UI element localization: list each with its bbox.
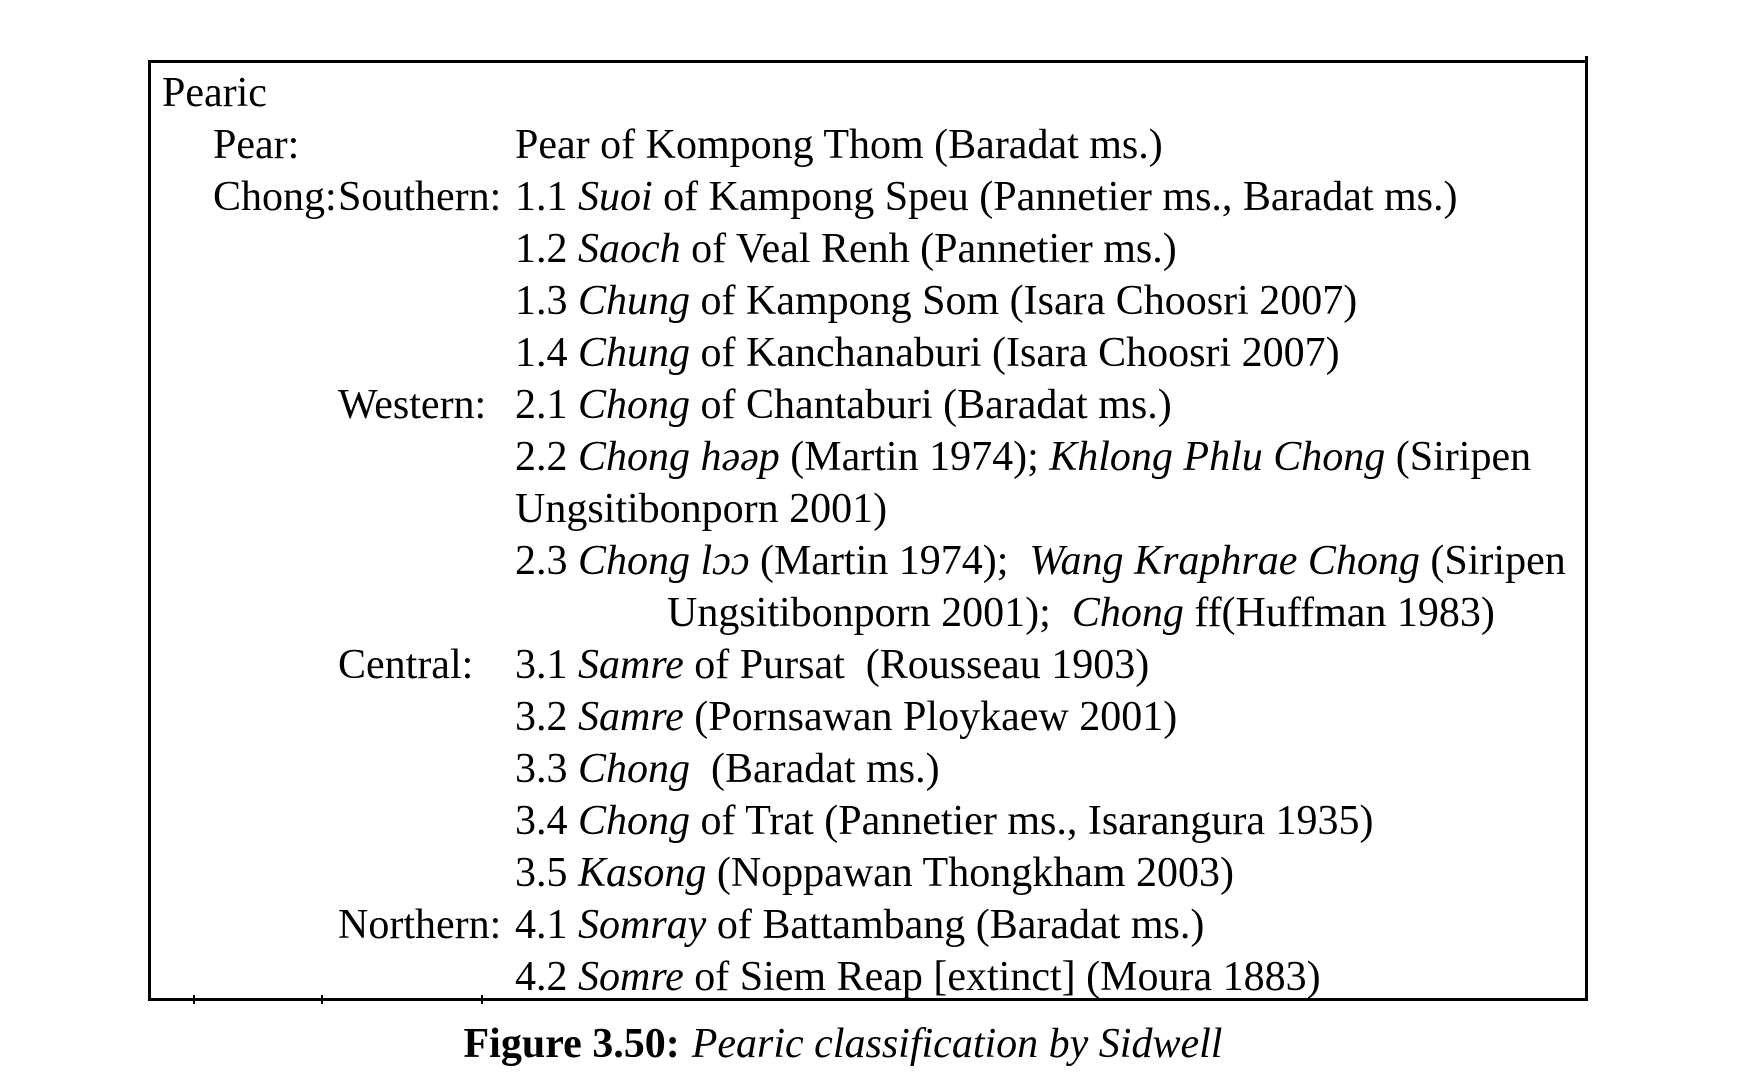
entry-text bbox=[515, 951, 1321, 1003]
entry-fragment: Pear of Kompong Thom (Baradat ms.) bbox=[515, 122, 1163, 168]
table-column-tick bbox=[193, 995, 195, 1004]
language-name: Chong bbox=[578, 382, 691, 428]
subgroup-label: Southern: bbox=[338, 174, 502, 220]
subgroup-label: Central: bbox=[338, 642, 474, 688]
classification-table bbox=[151, 63, 1585, 1003]
entry-text bbox=[515, 847, 1234, 899]
classification-row bbox=[151, 535, 1585, 587]
entry-fragment: of Kampong Speu (Pannetier ms., Baradat ms.) bbox=[652, 174, 1458, 220]
language-name: Somray bbox=[578, 902, 707, 948]
entry-text bbox=[515, 223, 1177, 275]
entry-fragment: 3.2 bbox=[515, 694, 578, 740]
entry-fragment: (Noppawan Thongkham 2003) bbox=[706, 850, 1234, 896]
entry-fragment: of Pursat (Rousseau 1903) bbox=[683, 642, 1150, 688]
classification-row bbox=[151, 743, 1585, 795]
figure-caption-label: Figure 3.50: bbox=[463, 1021, 680, 1067]
entry-fragment: 1.4 bbox=[515, 330, 578, 376]
entry-text bbox=[515, 431, 1531, 483]
classification-row bbox=[151, 483, 1585, 535]
entry-fragment: 1.1 bbox=[515, 174, 578, 220]
entry-text bbox=[515, 171, 1458, 223]
entry-text bbox=[515, 327, 1340, 379]
entry-fragment: 2.3 bbox=[515, 538, 578, 584]
classification-row bbox=[151, 951, 1585, 1003]
classification-row bbox=[151, 639, 1585, 691]
language-name: Chong bbox=[578, 746, 691, 792]
entry-fragment: Ungsitibonporn 2001); bbox=[667, 590, 1072, 636]
entry-fragment: 2.2 bbox=[515, 434, 578, 480]
classification-row bbox=[151, 379, 1585, 431]
classification-row bbox=[151, 899, 1585, 951]
entry-fragment: 3.4 bbox=[515, 798, 578, 844]
family-label: Pearic bbox=[162, 70, 267, 116]
entry-fragment: (Martin 1974); bbox=[779, 434, 1050, 480]
classification-row bbox=[151, 223, 1585, 275]
table-column-tick bbox=[481, 995, 483, 1004]
entry-text bbox=[515, 743, 940, 795]
entry-fragment: of Kanchanaburi (Isara Choosri 2007) bbox=[690, 330, 1340, 376]
entry-fragment: Ungsitibonporn 2001) bbox=[515, 486, 888, 532]
entry-fragment: (Siripen bbox=[1419, 538, 1566, 584]
language-name: Chong lɔɔ bbox=[578, 538, 750, 584]
entry-fragment: of Veal Renh (Pannetier ms.) bbox=[680, 226, 1177, 272]
table-border-artifact bbox=[1585, 56, 1588, 63]
language-name: Chong bbox=[578, 798, 691, 844]
language-name: Kasong bbox=[578, 850, 707, 896]
language-name: Wang Kraphrae Chong bbox=[1029, 538, 1420, 584]
classification-row bbox=[151, 847, 1585, 899]
language-name: Samre bbox=[578, 642, 684, 688]
subgroup-label: Northern: bbox=[338, 902, 502, 948]
entry-fragment: of Chantaburi (Baradat ms.) bbox=[690, 382, 1172, 428]
entry-fragment: of Trat (Pannetier ms., Isarangura 1935) bbox=[690, 798, 1374, 844]
entry-text bbox=[667, 587, 1495, 639]
classification-row bbox=[151, 587, 1585, 639]
entry-text bbox=[515, 379, 1172, 431]
classification-row bbox=[151, 327, 1585, 379]
classification-row bbox=[151, 171, 1585, 223]
language-name: Chong həəp bbox=[578, 434, 780, 480]
entry-fragment: (Siripen bbox=[1385, 434, 1532, 480]
entry-text bbox=[515, 535, 1566, 587]
entry-fragment: of Siem Reap [extinct] (Moura 1883) bbox=[683, 954, 1321, 1000]
entry-fragment: (Martin 1974); bbox=[749, 538, 1030, 584]
language-name: Saoch bbox=[578, 226, 681, 272]
entry-fragment: 3.5 bbox=[515, 850, 578, 896]
language-name: Samre bbox=[578, 694, 684, 740]
classification-row bbox=[151, 795, 1585, 847]
entry-fragment: (Baradat ms.) bbox=[690, 746, 940, 792]
language-name: Somre bbox=[578, 954, 684, 1000]
entry-text bbox=[515, 639, 1149, 691]
table-column-tick bbox=[321, 995, 323, 1004]
entry-fragment: 4.1 bbox=[515, 902, 578, 948]
classification-row bbox=[151, 119, 1585, 171]
entry-text bbox=[515, 275, 1357, 327]
branch-label: Pear: bbox=[213, 122, 300, 168]
entry-text bbox=[515, 899, 1204, 951]
classification-row bbox=[151, 691, 1585, 743]
classification-row bbox=[151, 275, 1585, 327]
entry-fragment: of Battambang (Baradat ms.) bbox=[706, 902, 1205, 948]
branch-label: Chong: bbox=[213, 174, 337, 220]
language-name: Khlong Phlu Chong bbox=[1049, 434, 1386, 480]
entry-text bbox=[515, 795, 1374, 847]
language-name: Suoi bbox=[578, 174, 653, 220]
language-name: Chung bbox=[578, 278, 691, 324]
entry-text bbox=[515, 483, 887, 535]
entry-fragment: 2.1 bbox=[515, 382, 578, 428]
classification-row bbox=[151, 431, 1585, 483]
subgroup-label: Western: bbox=[338, 382, 487, 428]
entry-fragment: (Pornsawan Ploykaew 2001) bbox=[683, 694, 1178, 740]
entry-text bbox=[515, 691, 1177, 743]
figure-border-box bbox=[148, 60, 1588, 1001]
entry-fragment: 3.3 bbox=[515, 746, 578, 792]
entry-fragment: ff(Huffman 1983) bbox=[1183, 590, 1495, 636]
entry-fragment: 3.1 bbox=[515, 642, 578, 688]
figure-caption-title: Pearic classification by Sidwell bbox=[691, 1021, 1223, 1067]
entry-fragment: 1.2 bbox=[515, 226, 578, 272]
language-name: Chung bbox=[578, 330, 691, 376]
language-name: Chong bbox=[1071, 590, 1184, 636]
entry-fragment: 1.3 bbox=[515, 278, 578, 324]
entry-fragment: of Kampong Som (Isara Choosri 2007) bbox=[690, 278, 1358, 324]
entry-fragment: 4.2 bbox=[515, 954, 578, 1000]
figure-caption bbox=[148, 1018, 1538, 1070]
classification-row bbox=[151, 67, 1585, 119]
entry-text bbox=[515, 119, 1163, 171]
